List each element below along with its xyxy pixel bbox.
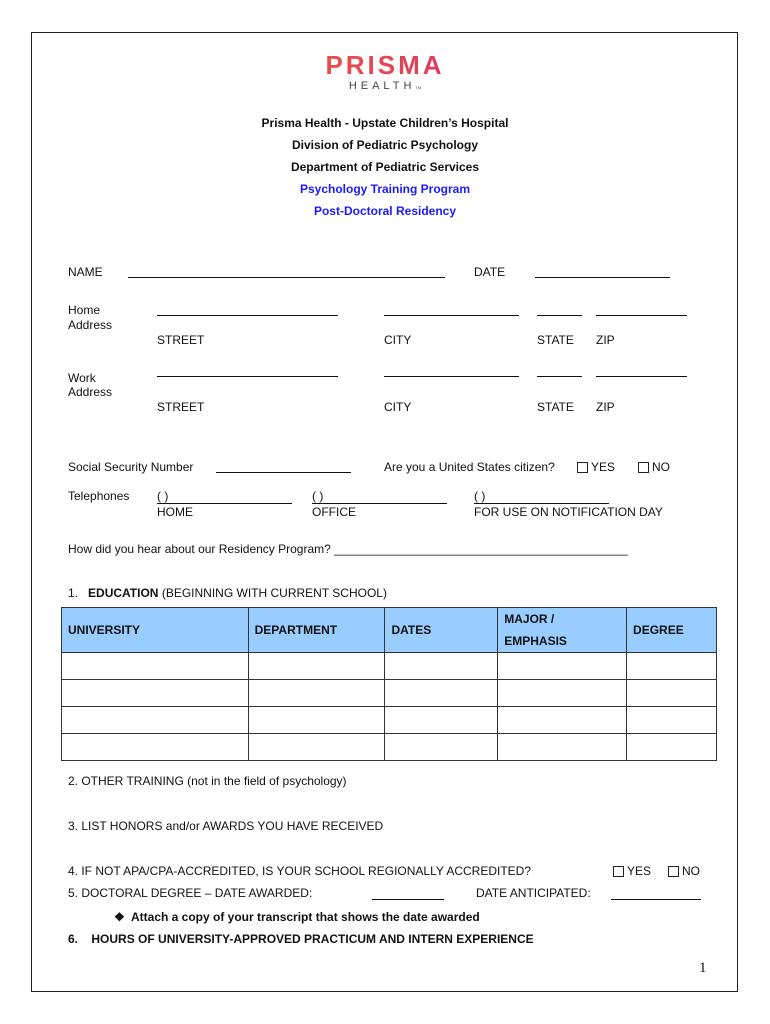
- work-street-field[interactable]: [157, 376, 338, 377]
- col-header-major-line2: EMPHASIS: [504, 634, 567, 648]
- education-table-header: [62, 608, 717, 653]
- phone-home-field[interactable]: [157, 503, 292, 504]
- accredited-no-option[interactable]: [668, 864, 700, 878]
- education-heading: [68, 586, 387, 600]
- checkbox-icon[interactable]: [668, 866, 679, 877]
- phone-home-label: HOME: [157, 505, 193, 519]
- home-zip-field[interactable]: [596, 315, 687, 316]
- header-line-2: Division of Pediatric Psychology: [291, 138, 479, 152]
- accredited-yes-label: YES: [627, 864, 652, 878]
- citizen-yes-option[interactable]: [577, 460, 615, 474]
- col-header-major-line1: MAJOR /: [504, 612, 555, 626]
- home-address-label-1: Home: [68, 303, 101, 317]
- table-row: [62, 734, 717, 761]
- ssn-field[interactable]: [216, 472, 351, 473]
- citizen-question: Are you a United States citizen?: [384, 460, 555, 474]
- checkbox-icon[interactable]: [638, 462, 649, 473]
- education-subtitle: (BEGINNING WITH CURRENT SCHOOL): [161, 586, 387, 600]
- home-street-field[interactable]: [157, 315, 338, 316]
- date-field[interactable]: [535, 277, 670, 278]
- section-3-honors: 3. LIST HONORS and/or AWARDS YOU HAVE RECEIVED: [68, 819, 384, 833]
- date-anticipated-label: DATE ANTICIPATED:: [476, 886, 591, 900]
- section-4-accreditation: 4. IF NOT APA/CPA-ACCREDITED, IS YOUR SCHOOL REGIONALLY ACCREDITED?: [68, 864, 531, 878]
- bullet-icon: ❖: [114, 910, 125, 924]
- section-5-doctoral-degree: 5. DOCTORAL DEGREE – DATE AWARDED:: [68, 886, 313, 900]
- education-number: 1.: [68, 586, 79, 600]
- section-2-other-training: 2. OTHER TRAINING (not in the field of psychology): [68, 774, 347, 788]
- table-cell[interactable]: [385, 680, 498, 707]
- col-header-major: [498, 608, 627, 653]
- transcript-note-text: Attach a copy of your transcript that shows the date awarded: [131, 910, 480, 924]
- table-cell[interactable]: [248, 734, 385, 761]
- home-zip-label: ZIP: [596, 333, 615, 347]
- education-title: EDUCATION: [88, 586, 159, 600]
- table-row: [62, 680, 717, 707]
- col-header-department: DEPARTMENT: [248, 608, 385, 653]
- table-row: [62, 653, 717, 680]
- phone-office-field[interactable]: [312, 503, 447, 504]
- page-number: 1: [699, 960, 707, 976]
- work-state-label: STATE: [537, 400, 574, 414]
- work-address-label-1: Work: [68, 371, 96, 385]
- name-label: NAME: [68, 265, 103, 279]
- date-awarded-field[interactable]: [372, 899, 444, 900]
- table-row: [62, 707, 717, 734]
- col-header-university: UNIVERSITY: [62, 608, 249, 653]
- header-line-1: Prisma Health - Upstate Children’s Hospital: [261, 116, 509, 130]
- hear-about-question[interactable]: How did you hear about our Residency Program? ____________________________________________: [68, 542, 628, 556]
- checkbox-icon[interactable]: [577, 462, 588, 473]
- citizen-no-option[interactable]: [638, 460, 670, 474]
- col-header-degree: DEGREE: [627, 608, 717, 653]
- telephones-label: Telephones: [68, 489, 130, 503]
- work-address-label-2: Address: [68, 385, 113, 399]
- citizen-no-label: NO: [652, 460, 670, 474]
- logo-trademark: TM: [415, 85, 422, 90]
- logo-word-health: HEALTH: [348, 80, 416, 92]
- accredited-yes-option[interactable]: [613, 864, 651, 878]
- logo-word-prisma: PRISMA: [0, 52, 770, 78]
- name-field[interactable]: [128, 277, 445, 278]
- citizen-yes-label: YES: [591, 460, 616, 474]
- home-city-field[interactable]: [384, 315, 519, 316]
- header-line-5: Post-Doctoral Residency: [313, 204, 457, 218]
- home-state-label: STATE: [537, 333, 574, 347]
- phone-notify-field[interactable]: [474, 503, 609, 504]
- checkbox-icon[interactable]: [613, 866, 624, 877]
- phone-office-label: OFFICE: [312, 505, 356, 519]
- phone-notify-label: FOR USE ON NOTIFICATION DAY: [474, 505, 663, 519]
- home-city-label: CITY: [384, 333, 412, 347]
- table-cell[interactable]: [627, 653, 717, 680]
- home-state-field[interactable]: [537, 315, 582, 316]
- ssn-label: Social Security Number: [68, 460, 194, 474]
- table-cell[interactable]: [385, 734, 498, 761]
- phone-notify-area: ( ): [474, 489, 486, 503]
- table-cell[interactable]: [248, 707, 385, 734]
- date-label: DATE: [474, 265, 506, 279]
- section-6-number: 6.: [68, 932, 79, 946]
- education-table: [61, 607, 717, 761]
- phone-office-area: ( ): [312, 489, 324, 503]
- work-street-label: STREET: [157, 400, 205, 414]
- table-cell[interactable]: [248, 653, 385, 680]
- section-6-hours: [68, 932, 534, 946]
- home-street-label: STREET: [157, 333, 205, 347]
- col-header-dates: DATES: [385, 608, 498, 653]
- table-cell[interactable]: [498, 680, 627, 707]
- table-cell[interactable]: [498, 707, 627, 734]
- table-cell[interactable]: [248, 680, 385, 707]
- date-anticipated-field[interactable]: [611, 899, 701, 900]
- table-cell[interactable]: [62, 734, 249, 761]
- prisma-health-logo: [0, 52, 770, 92]
- table-cell[interactable]: [62, 707, 249, 734]
- work-zip-field[interactable]: [596, 376, 687, 377]
- work-city-field[interactable]: [384, 376, 519, 377]
- work-city-label: CITY: [384, 400, 412, 414]
- table-cell[interactable]: [627, 734, 717, 761]
- table-cell[interactable]: [627, 680, 717, 707]
- transcript-note: [114, 910, 480, 924]
- table-cell[interactable]: [627, 707, 717, 734]
- table-cell[interactable]: [498, 734, 627, 761]
- header-line-3: Department of Pediatric Services: [290, 160, 480, 174]
- table-cell[interactable]: [385, 653, 498, 680]
- header-line-4: Psychology Training Program: [299, 182, 471, 196]
- section-6-title: HOURS OF UNIVERSITY-APPROVED PRACTICUM AND INTERN EXPERIENCE: [91, 932, 534, 946]
- home-address-label-2: Address: [68, 318, 113, 332]
- work-zip-label: ZIP: [596, 400, 615, 414]
- table-cell[interactable]: [385, 707, 498, 734]
- accredited-no-label: NO: [682, 864, 700, 878]
- phone-home-area: ( ): [157, 489, 169, 503]
- table-cell[interactable]: [498, 653, 627, 680]
- table-cell[interactable]: [62, 680, 249, 707]
- work-state-field[interactable]: [537, 376, 582, 377]
- table-cell[interactable]: [62, 653, 249, 680]
